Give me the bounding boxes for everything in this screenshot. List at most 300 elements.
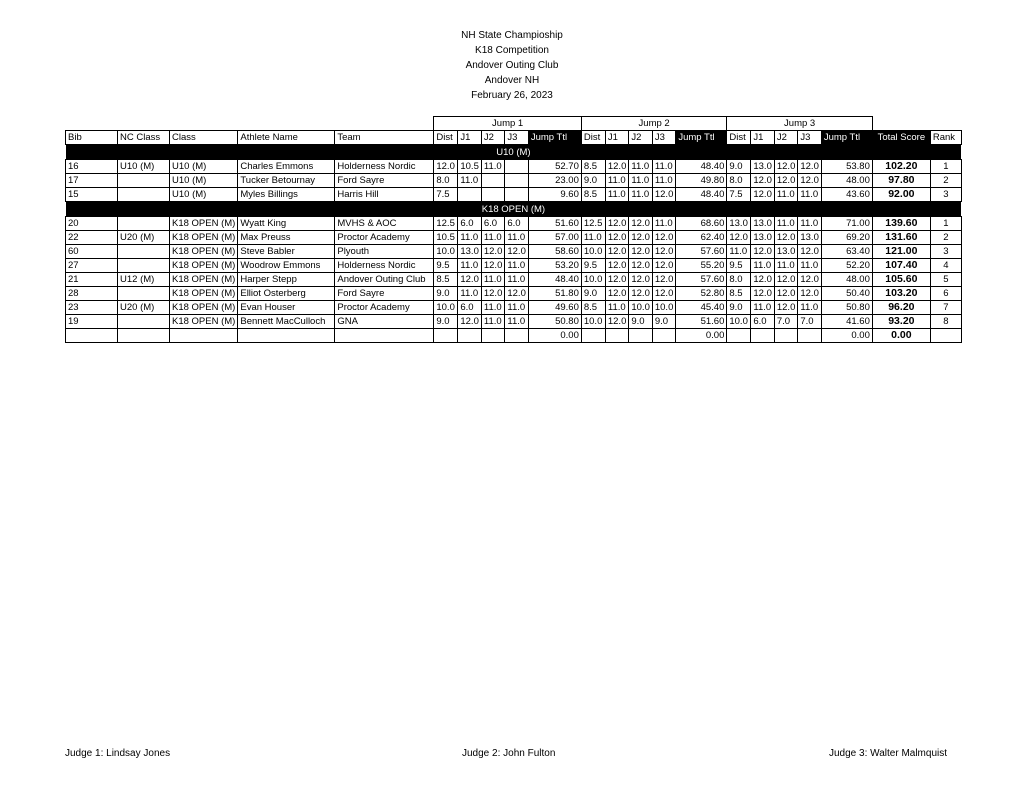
athlete-name-cell: Bennett MacCulloch bbox=[238, 315, 335, 329]
judge1-score-cell: 11.0 bbox=[605, 174, 629, 188]
jump-total-cell: 57.00 bbox=[528, 231, 581, 245]
judge3-score-cell: 12.0 bbox=[798, 287, 822, 301]
judge2-score-cell: 12.0 bbox=[629, 273, 653, 287]
dist-cell: 12.5 bbox=[434, 217, 458, 231]
team-cell: Holderness Nordic bbox=[335, 259, 434, 273]
dist-cell: 9.0 bbox=[727, 301, 751, 315]
bib-cell: 28 bbox=[66, 287, 118, 301]
judge1-score-cell: 13.0 bbox=[458, 245, 482, 259]
section-title: U10 (M) bbox=[66, 145, 962, 160]
judge2-score-cell: 12.0 bbox=[629, 259, 653, 273]
event-location: Andover NH bbox=[484, 75, 540, 86]
j1-header: J1 bbox=[751, 131, 775, 145]
table-row bbox=[66, 174, 962, 188]
team-cell: GNA bbox=[335, 315, 434, 329]
judge2-score-cell: 11.0 bbox=[774, 259, 798, 273]
class-cell: K18 OPEN (M) bbox=[170, 273, 238, 287]
jump-total-cell: 51.60 bbox=[528, 217, 581, 231]
class-cell bbox=[170, 329, 238, 343]
judge3-score-cell: 12.0 bbox=[652, 188, 676, 202]
team-cell: Holderness Nordic bbox=[335, 160, 434, 174]
jump-total-cell: 0.00 bbox=[821, 329, 872, 343]
judge2-score-cell: 11.0 bbox=[774, 188, 798, 202]
rank-cell: 4 bbox=[930, 259, 961, 273]
total-score-cell: 105.60 bbox=[872, 273, 930, 287]
dist-cell: 10.0 bbox=[581, 245, 605, 259]
judge2-score-cell: 11.0 bbox=[774, 217, 798, 231]
judge2-score-cell: 12.0 bbox=[774, 231, 798, 245]
judge3-score-cell: 10.0 bbox=[652, 301, 676, 315]
athlete-name-cell: Elliot Osterberg bbox=[238, 287, 335, 301]
total-score-cell: 103.20 bbox=[872, 287, 930, 301]
team-cell bbox=[335, 329, 434, 343]
judge1-score-cell: 10.5 bbox=[458, 160, 482, 174]
section-header-row bbox=[66, 202, 962, 217]
judge3-score-cell bbox=[505, 188, 529, 202]
dist-cell: 8.5 bbox=[581, 160, 605, 174]
judge2-score-cell: 12.0 bbox=[629, 231, 653, 245]
total-score-cell: 97.80 bbox=[872, 174, 930, 188]
judge1-score-cell: 11.0 bbox=[605, 188, 629, 202]
j2-header: J2 bbox=[481, 131, 505, 145]
dist-header: Dist bbox=[727, 131, 751, 145]
total-score-cell: 139.60 bbox=[872, 217, 930, 231]
jump-total-cell: 41.60 bbox=[821, 315, 872, 329]
nc-class-cell bbox=[118, 315, 170, 329]
rank-cell bbox=[930, 329, 961, 343]
judge3-score-cell: 9.0 bbox=[652, 315, 676, 329]
dist-cell: 8.0 bbox=[727, 273, 751, 287]
class-cell: K18 OPEN (M) bbox=[170, 245, 238, 259]
judge2-score-cell: 11.0 bbox=[481, 273, 505, 287]
dist-cell: 8.0 bbox=[727, 174, 751, 188]
dist-cell bbox=[581, 329, 605, 343]
rank-cell: 1 bbox=[930, 160, 961, 174]
j2-header: J2 bbox=[774, 131, 798, 145]
total-score-cell: 131.60 bbox=[872, 231, 930, 245]
bib-cell: 60 bbox=[66, 245, 118, 259]
judge3-score-cell bbox=[505, 329, 529, 343]
jump-total-cell: 45.40 bbox=[676, 301, 727, 315]
header-spacer bbox=[872, 117, 961, 131]
results-table bbox=[65, 116, 962, 343]
judge-3-label: Judge 3: Walter Malmquist bbox=[829, 748, 948, 759]
nc-class-cell bbox=[118, 245, 170, 259]
judge1-score-cell: 12.0 bbox=[605, 245, 629, 259]
athlete-name-cell: Max Preuss bbox=[238, 231, 335, 245]
judge2-score-cell: 11.0 bbox=[629, 188, 653, 202]
rank-cell: 1 bbox=[930, 217, 961, 231]
nc-class-cell: U20 (M) bbox=[118, 231, 170, 245]
athlete-name-cell: Charles Emmons bbox=[238, 160, 335, 174]
section-header-row bbox=[66, 145, 962, 160]
judge3-score-cell: 11.0 bbox=[505, 231, 529, 245]
judge2-score-cell: 12.0 bbox=[481, 245, 505, 259]
team-cell: Proctor Academy bbox=[335, 301, 434, 315]
event-header bbox=[0, 28, 1024, 103]
event-date: February 26, 2023 bbox=[471, 90, 553, 101]
athlete-name-cell bbox=[238, 329, 335, 343]
jump-total-cell: 48.40 bbox=[528, 273, 581, 287]
dist-cell: 10.0 bbox=[434, 301, 458, 315]
dist-cell: 8.5 bbox=[581, 188, 605, 202]
dist-cell: 8.5 bbox=[727, 287, 751, 301]
judge2-score-cell: 12.0 bbox=[774, 160, 798, 174]
nc-class-header: NC Class bbox=[118, 131, 170, 145]
judge3-score-cell: 11.0 bbox=[798, 259, 822, 273]
bib-cell: 27 bbox=[66, 259, 118, 273]
jump-group-header-row bbox=[66, 117, 962, 131]
judge2-score-cell: 11.0 bbox=[481, 231, 505, 245]
table-row bbox=[66, 273, 962, 287]
dist-cell bbox=[727, 329, 751, 343]
nc-class-cell bbox=[118, 287, 170, 301]
dist-cell: 11.0 bbox=[727, 245, 751, 259]
dist-cell: 10.0 bbox=[581, 273, 605, 287]
athlete-name-cell: Evan Houser bbox=[238, 301, 335, 315]
judge1-score-cell bbox=[458, 329, 482, 343]
bib-cell: 19 bbox=[66, 315, 118, 329]
column-header-row bbox=[66, 131, 962, 145]
judge2-score-cell: 11.0 bbox=[481, 160, 505, 174]
dist-cell: 10.0 bbox=[727, 315, 751, 329]
class-cell: K18 OPEN (M) bbox=[170, 259, 238, 273]
judge3-score-cell bbox=[798, 329, 822, 343]
judge3-score-cell bbox=[652, 329, 676, 343]
dist-cell: 9.0 bbox=[581, 287, 605, 301]
judge3-score-cell: 11.0 bbox=[652, 174, 676, 188]
jump-total-header: Jump Ttl bbox=[821, 131, 872, 145]
j3-header: J3 bbox=[798, 131, 822, 145]
judge2-score-cell: 9.0 bbox=[629, 315, 653, 329]
jump-total-cell: 55.20 bbox=[676, 259, 727, 273]
jump-total-header: Jump Ttl bbox=[676, 131, 727, 145]
judge2-score-cell bbox=[774, 329, 798, 343]
bib-cell: 23 bbox=[66, 301, 118, 315]
total-score-cell: 96.20 bbox=[872, 301, 930, 315]
jump-total-cell: 68.60 bbox=[676, 217, 727, 231]
dist-cell: 8.5 bbox=[434, 273, 458, 287]
table-row bbox=[66, 315, 962, 329]
jump-total-cell: 52.20 bbox=[821, 259, 872, 273]
total-score-cell: 92.00 bbox=[872, 188, 930, 202]
judge3-score-cell: 12.0 bbox=[652, 259, 676, 273]
judge1-score-cell: 12.0 bbox=[605, 259, 629, 273]
jump-group-header: Jump 2 bbox=[581, 117, 727, 131]
j2-header: J2 bbox=[629, 131, 653, 145]
dist-cell: 11.0 bbox=[581, 231, 605, 245]
judge3-score-cell: 11.0 bbox=[505, 259, 529, 273]
rank-cell: 2 bbox=[930, 174, 961, 188]
class-cell: K18 OPEN (M) bbox=[170, 231, 238, 245]
judge3-score-cell: 12.0 bbox=[652, 273, 676, 287]
rank-cell: 3 bbox=[930, 245, 961, 259]
table-row bbox=[66, 301, 962, 315]
table-row bbox=[66, 160, 962, 174]
judge3-score-cell bbox=[505, 160, 529, 174]
judge1-score-cell: 6.0 bbox=[458, 301, 482, 315]
team-cell: Plyouth bbox=[335, 245, 434, 259]
judge1-score-cell: 12.0 bbox=[458, 315, 482, 329]
class-cell: U10 (M) bbox=[170, 188, 238, 202]
judge3-score-cell: 11.0 bbox=[798, 301, 822, 315]
judge3-score-cell bbox=[505, 174, 529, 188]
rank-cell: 2 bbox=[930, 231, 961, 245]
judge3-score-cell: 12.0 bbox=[798, 160, 822, 174]
dist-cell: 12.0 bbox=[727, 231, 751, 245]
table-row bbox=[66, 231, 962, 245]
judge2-score-cell: 11.0 bbox=[481, 315, 505, 329]
judge1-score-cell: 11.0 bbox=[605, 301, 629, 315]
jump-total-cell: 50.80 bbox=[528, 315, 581, 329]
jump-total-cell: 52.70 bbox=[528, 160, 581, 174]
jump-total-cell: 23.00 bbox=[528, 174, 581, 188]
judge3-score-cell: 12.0 bbox=[798, 174, 822, 188]
dist-cell: 10.0 bbox=[581, 315, 605, 329]
rank-cell: 3 bbox=[930, 188, 961, 202]
dist-cell: 13.0 bbox=[727, 217, 751, 231]
event-title: NH State Champioship bbox=[461, 30, 563, 41]
class-cell: K18 OPEN (M) bbox=[170, 301, 238, 315]
judge1-score-cell: 12.0 bbox=[458, 273, 482, 287]
class-cell: K18 OPEN (M) bbox=[170, 315, 238, 329]
dist-cell: 9.5 bbox=[727, 259, 751, 273]
judge2-score-cell: 12.0 bbox=[774, 273, 798, 287]
class-cell: K18 OPEN (M) bbox=[170, 217, 238, 231]
judge1-score-cell: 12.0 bbox=[751, 273, 775, 287]
nc-class-cell bbox=[118, 174, 170, 188]
judge3-score-cell: 11.0 bbox=[505, 315, 529, 329]
judge3-score-cell: 11.0 bbox=[652, 160, 676, 174]
dist-cell: 8.0 bbox=[434, 174, 458, 188]
judge1-score-cell: 12.0 bbox=[605, 231, 629, 245]
judge3-score-cell: 7.0 bbox=[798, 315, 822, 329]
jump-total-cell: 48.00 bbox=[821, 174, 872, 188]
total-score-cell: 102.20 bbox=[872, 160, 930, 174]
judge1-score-cell: 12.0 bbox=[605, 273, 629, 287]
judge3-score-cell: 11.0 bbox=[505, 273, 529, 287]
judge2-score-cell: 6.0 bbox=[481, 217, 505, 231]
judge3-score-cell: 12.0 bbox=[652, 245, 676, 259]
judge2-score-cell bbox=[481, 329, 505, 343]
nc-class-cell: U20 (M) bbox=[118, 301, 170, 315]
bib-cell: 16 bbox=[66, 160, 118, 174]
judge3-score-cell: 12.0 bbox=[505, 287, 529, 301]
class-cell: U10 (M) bbox=[170, 174, 238, 188]
judge3-score-cell: 13.0 bbox=[798, 231, 822, 245]
dist-cell: 7.5 bbox=[434, 188, 458, 202]
dist-cell: 12.5 bbox=[581, 217, 605, 231]
dist-header: Dist bbox=[581, 131, 605, 145]
judge2-score-cell bbox=[629, 329, 653, 343]
judge1-score-cell bbox=[751, 329, 775, 343]
judge2-score-cell: 11.0 bbox=[629, 174, 653, 188]
judge2-score-cell: 12.0 bbox=[629, 217, 653, 231]
jump-total-cell: 58.60 bbox=[528, 245, 581, 259]
class-cell: K18 OPEN (M) bbox=[170, 287, 238, 301]
dist-cell: 9.0 bbox=[727, 160, 751, 174]
judge1-score-cell: 12.0 bbox=[605, 287, 629, 301]
athlete-name-cell: Wyatt King bbox=[238, 217, 335, 231]
dist-cell: 7.5 bbox=[727, 188, 751, 202]
jump-total-cell: 62.40 bbox=[676, 231, 727, 245]
judge3-score-cell: 11.0 bbox=[652, 217, 676, 231]
j1-header: J1 bbox=[605, 131, 629, 145]
judge2-score-cell: 12.0 bbox=[629, 287, 653, 301]
table-row bbox=[66, 287, 962, 301]
athlete-name-cell: Harper Stepp bbox=[238, 273, 335, 287]
judge1-score-cell: 11.0 bbox=[458, 259, 482, 273]
judge2-score-cell bbox=[481, 188, 505, 202]
class-header: Class bbox=[170, 131, 238, 145]
athlete-name-header: Athlete Name bbox=[238, 131, 335, 145]
judge1-score-cell: 12.0 bbox=[751, 188, 775, 202]
dist-cell: 9.5 bbox=[434, 259, 458, 273]
bib-cell: 15 bbox=[66, 188, 118, 202]
judge1-score-cell: 11.0 bbox=[458, 287, 482, 301]
dist-cell: 9.0 bbox=[581, 174, 605, 188]
athlete-name-cell: Steve Babler bbox=[238, 245, 335, 259]
dist-cell: 9.0 bbox=[434, 287, 458, 301]
judge3-score-cell: 12.0 bbox=[798, 273, 822, 287]
total-score-cell: 121.00 bbox=[872, 245, 930, 259]
judge1-score-cell: 12.0 bbox=[605, 315, 629, 329]
judge1-score-cell: 11.0 bbox=[751, 259, 775, 273]
dist-cell: 10.0 bbox=[434, 245, 458, 259]
table-row bbox=[66, 245, 962, 259]
jump-total-cell: 69.20 bbox=[821, 231, 872, 245]
jump-total-cell: 0.00 bbox=[676, 329, 727, 343]
judge2-score-cell: 12.0 bbox=[774, 174, 798, 188]
team-header: Team bbox=[335, 131, 434, 145]
rank-header: Rank bbox=[930, 131, 961, 145]
jump-total-cell: 53.20 bbox=[528, 259, 581, 273]
rank-cell: 7 bbox=[930, 301, 961, 315]
competition-name: K18 Competition bbox=[475, 45, 549, 56]
team-cell: Ford Sayre bbox=[335, 174, 434, 188]
judge1-score-cell bbox=[458, 188, 482, 202]
judge1-score-cell: 13.0 bbox=[751, 160, 775, 174]
total-score-header: Total Score bbox=[872, 131, 930, 145]
judge2-score-cell: 7.0 bbox=[774, 315, 798, 329]
table-row bbox=[66, 188, 962, 202]
judge1-score-cell: 12.0 bbox=[751, 245, 775, 259]
table-row bbox=[66, 259, 962, 273]
judge2-score-cell bbox=[481, 174, 505, 188]
jump-total-header: Jump Ttl bbox=[528, 131, 581, 145]
table-row bbox=[66, 217, 962, 231]
table-row bbox=[66, 329, 962, 343]
judge1-score-cell: 12.0 bbox=[605, 217, 629, 231]
judge2-score-cell: 11.0 bbox=[481, 301, 505, 315]
jump-total-cell: 50.40 bbox=[821, 287, 872, 301]
host-club: Andover Outing Club bbox=[465, 60, 559, 71]
jump-total-cell: 71.00 bbox=[821, 217, 872, 231]
jump-total-cell: 48.40 bbox=[676, 188, 727, 202]
athlete-name-cell: Myles Billings bbox=[238, 188, 335, 202]
dist-cell: 8.5 bbox=[581, 301, 605, 315]
judge-1-label: Judge 1: Lindsay Jones bbox=[65, 748, 171, 759]
jump-total-cell: 51.80 bbox=[528, 287, 581, 301]
dist-cell: 9.5 bbox=[581, 259, 605, 273]
judge2-score-cell: 13.0 bbox=[774, 245, 798, 259]
jump-total-cell: 48.40 bbox=[676, 160, 727, 174]
rank-cell: 8 bbox=[930, 315, 961, 329]
nc-class-cell: U10 (M) bbox=[118, 160, 170, 174]
dist-cell: 12.0 bbox=[434, 160, 458, 174]
jump-total-cell: 48.00 bbox=[821, 273, 872, 287]
section-title: K18 OPEN (M) bbox=[66, 202, 962, 217]
judge1-score-cell: 13.0 bbox=[751, 231, 775, 245]
bib-cell: 17 bbox=[66, 174, 118, 188]
team-cell: Harris Hill bbox=[335, 188, 434, 202]
judge3-score-cell: 11.0 bbox=[798, 217, 822, 231]
jump-total-cell: 57.60 bbox=[676, 245, 727, 259]
judge3-score-cell: 12.0 bbox=[798, 245, 822, 259]
bib-cell bbox=[66, 329, 118, 343]
j1-header: J1 bbox=[458, 131, 482, 145]
judge3-score-cell: 12.0 bbox=[505, 245, 529, 259]
judge1-score-cell: 13.0 bbox=[751, 217, 775, 231]
jump-total-cell: 53.80 bbox=[821, 160, 872, 174]
nc-class-cell bbox=[118, 188, 170, 202]
judge3-score-cell: 11.0 bbox=[798, 188, 822, 202]
class-cell: U10 (M) bbox=[170, 160, 238, 174]
judge1-score-cell: 6.0 bbox=[751, 315, 775, 329]
total-score-cell: 0.00 bbox=[872, 329, 930, 343]
judge3-score-cell: 12.0 bbox=[652, 231, 676, 245]
athlete-name-cell: Woodrow Emmons bbox=[238, 259, 335, 273]
bib-cell: 22 bbox=[66, 231, 118, 245]
judge3-score-cell: 11.0 bbox=[505, 301, 529, 315]
jump-total-cell: 0.00 bbox=[528, 329, 581, 343]
nc-class-cell bbox=[118, 259, 170, 273]
judge1-score-cell: 12.0 bbox=[751, 174, 775, 188]
rank-cell: 5 bbox=[930, 273, 961, 287]
team-cell: Proctor Academy bbox=[335, 231, 434, 245]
judge2-score-cell: 12.0 bbox=[774, 301, 798, 315]
judge3-score-cell: 6.0 bbox=[505, 217, 529, 231]
judge2-score-cell: 11.0 bbox=[629, 160, 653, 174]
rank-cell: 6 bbox=[930, 287, 961, 301]
judge1-score-cell: 6.0 bbox=[458, 217, 482, 231]
team-cell: Ford Sayre bbox=[335, 287, 434, 301]
jump-total-cell: 57.60 bbox=[676, 273, 727, 287]
nc-class-cell: U12 (M) bbox=[118, 273, 170, 287]
judge1-score-cell: 12.0 bbox=[605, 160, 629, 174]
judge2-score-cell: 12.0 bbox=[629, 245, 653, 259]
judge2-score-cell: 10.0 bbox=[629, 301, 653, 315]
judge3-score-cell: 12.0 bbox=[652, 287, 676, 301]
dist-cell: 10.5 bbox=[434, 231, 458, 245]
jump-total-cell: 52.80 bbox=[676, 287, 727, 301]
judge2-score-cell: 12.0 bbox=[481, 287, 505, 301]
judge1-score-cell bbox=[605, 329, 629, 343]
jump-total-cell: 50.80 bbox=[821, 301, 872, 315]
jump-total-cell: 9.60 bbox=[528, 188, 581, 202]
judge1-score-cell: 11.0 bbox=[751, 301, 775, 315]
judge1-score-cell: 11.0 bbox=[458, 174, 482, 188]
athlete-name-cell: Tucker Betournay bbox=[238, 174, 335, 188]
dist-cell bbox=[434, 329, 458, 343]
bib-cell: 20 bbox=[66, 217, 118, 231]
bib-cell: 21 bbox=[66, 273, 118, 287]
jump-total-cell: 49.80 bbox=[676, 174, 727, 188]
jump-group-header: Jump 3 bbox=[727, 117, 873, 131]
judge2-score-cell: 12.0 bbox=[774, 287, 798, 301]
judge1-score-cell: 11.0 bbox=[458, 231, 482, 245]
bib-header: Bib bbox=[66, 131, 118, 145]
